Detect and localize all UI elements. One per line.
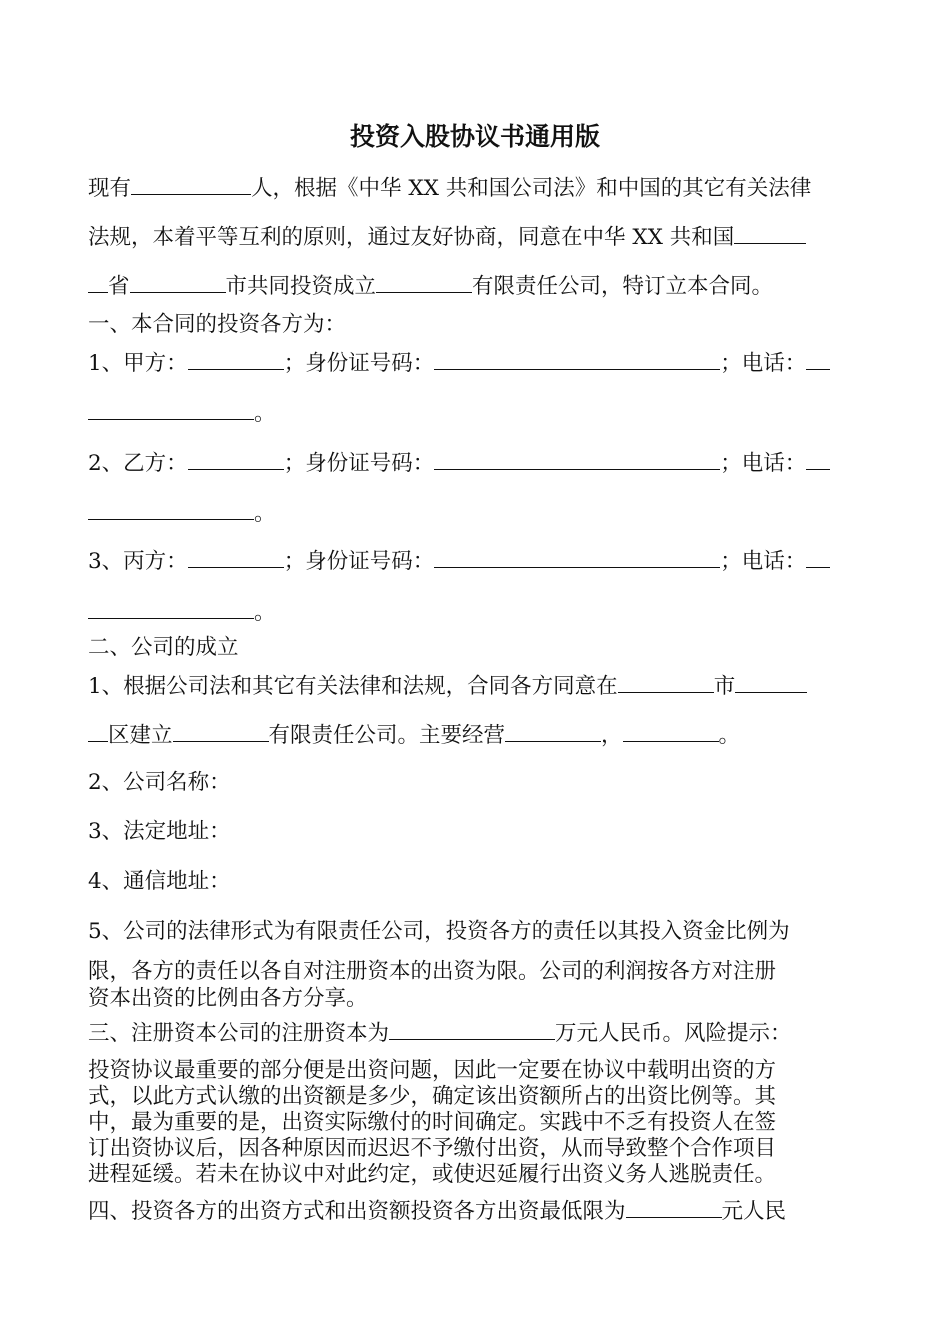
text: ；电话：: [720, 351, 807, 376]
risk-line-1: 投资协议最重要的部分便是出资问题，因此一定要在协议中载明出资的方: [88, 1058, 777, 1083]
blank-country-part[interactable]: [734, 221, 806, 244]
clause-2-1-line-1: [88, 670, 878, 701]
text: 1、甲方：: [88, 351, 188, 376]
intro-line-2: [88, 221, 878, 252]
blank-party-c-name[interactable]: [188, 545, 284, 568]
intro-line-3: [88, 270, 878, 301]
blank-district[interactable]: [735, 670, 807, 693]
text: 。: [254, 401, 276, 426]
blank-party-b-name[interactable]: [188, 447, 284, 470]
blank-business-1[interactable]: [505, 719, 601, 742]
section-2-heading: 二、公司的成立: [88, 635, 239, 660]
clause-2-5-line-3: 资本出资的比例由各方分享。: [88, 986, 368, 1011]
party-b-line-2: [88, 497, 878, 528]
section-4-line: [88, 1195, 878, 1226]
company-name-line: 2、公司名称：: [88, 770, 231, 795]
blank-registered-capital[interactable]: [389, 1017, 555, 1040]
text: ；身份证号码：: [283, 451, 435, 476]
text: 1、根据公司法和其它有关法律和法规，合同各方同意在: [88, 674, 618, 699]
risk-line-5: 进程延缓。若未在协议中对此约定，或使迟延履行出资义务人逃脱责任。: [88, 1162, 777, 1187]
text: 。: [254, 600, 276, 625]
text: 现有: [88, 176, 132, 201]
text: 三、注册资本公司的注册资本为: [88, 1021, 390, 1046]
text: 。: [254, 501, 276, 526]
legal-address-line: 3、法定地址：: [88, 819, 231, 844]
blank-party-c-id[interactable]: [434, 545, 720, 568]
text: ；电话：: [720, 451, 807, 476]
text: 。: [718, 723, 741, 748]
blank-city-2[interactable]: [618, 670, 714, 693]
text: ，: [601, 723, 623, 748]
text: 有限责任公司，特订立本合同。: [472, 274, 774, 299]
text: 有限责任公司。主要经营: [268, 723, 506, 748]
party-b-line: [88, 447, 878, 478]
blank-company-name-2[interactable]: [173, 719, 269, 742]
blank-party-c-phone-cont[interactable]: [88, 596, 254, 619]
text: 元人民: [721, 1199, 787, 1224]
text: ；身份证号码：: [283, 549, 435, 574]
blank-province[interactable]: [88, 270, 108, 293]
blank-party-b-id[interactable]: [434, 447, 720, 470]
party-a-line: [88, 347, 878, 378]
text: 人，根据《中华 XX 共和国公司法》和中国的其它有关法律: [251, 176, 812, 201]
blank-party-a-phone-cont[interactable]: [88, 397, 254, 420]
blank-party-b-phone[interactable]: [806, 447, 830, 470]
clause-2-1-line-2: [88, 719, 878, 750]
risk-line-3: 中，最为重要的是，出资实际缴付的时间确定。实践中不乏有投资人在签: [88, 1110, 777, 1135]
mail-address-line: 4、通信地址：: [88, 869, 231, 894]
risk-line-2: 式，以此方式认缴的出资额是多少，确定该出资额所占的出资比例等。其: [88, 1084, 777, 1109]
blank-investors-count[interactable]: [131, 172, 251, 195]
intro-line-1: [88, 172, 878, 203]
text: ；身份证号码：: [283, 351, 435, 376]
text: 市: [713, 674, 736, 699]
blank-district-cont[interactable]: [88, 719, 108, 742]
text: ；电话：: [720, 549, 807, 574]
text: 万元人民币。风险提示：: [555, 1021, 792, 1046]
clause-2-5-line-2: 限，各方的责任以各自对注册资本的出资为限。公司的利润按各方对注册: [88, 959, 777, 984]
blank-party-c-phone[interactable]: [806, 545, 830, 568]
section-3-line: [88, 1017, 878, 1048]
text: 区建立: [108, 723, 173, 748]
section-1-heading: 一、本合同的投资各方为：: [88, 312, 347, 337]
text: 市共同投资成立: [225, 274, 377, 299]
text: 省: [108, 274, 130, 299]
clause-2-5-line-1: 5、公司的法律形式为有限责任公司，投资各方的责任以其投入资金比例为: [88, 919, 790, 944]
blank-party-a-name[interactable]: [188, 347, 284, 370]
blank-business-2[interactable]: [623, 719, 719, 742]
blank-min-investment[interactable]: [626, 1195, 722, 1218]
text: 四、投资各方的出资方式和出资额投资各方出资最低限为: [88, 1199, 626, 1224]
text: 法规，本着平等互利的原则，通过友好协商，同意在中华 XX 共和国: [88, 225, 735, 250]
blank-party-a-phone[interactable]: [806, 347, 830, 370]
text: 3、丙方：: [88, 549, 188, 574]
document-title: 投资入股协议书通用版: [349, 122, 600, 151]
blank-city[interactable]: [130, 270, 226, 293]
risk-line-4: 订出资协议后，因各种原因而迟迟不予缴付出资，从而导致整个合作项目: [88, 1136, 777, 1161]
blank-party-a-id[interactable]: [434, 347, 720, 370]
blank-party-b-phone-cont[interactable]: [88, 497, 254, 520]
party-a-line-2: [88, 397, 878, 428]
party-c-line-2: [88, 596, 878, 627]
party-c-line: [88, 545, 878, 576]
blank-company-name[interactable]: [376, 270, 472, 293]
text: 2、乙方：: [88, 451, 188, 476]
